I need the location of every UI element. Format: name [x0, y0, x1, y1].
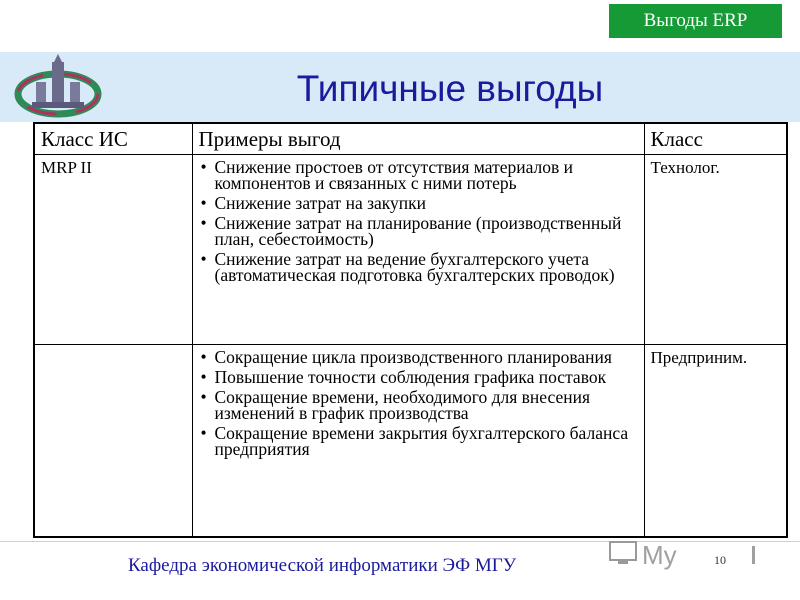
watermark-logo-icon	[606, 536, 766, 576]
watermark-text: My	[642, 540, 677, 570]
list-item: • Сокращение времени, необходимого для внесения изменений в график производства	[199, 389, 638, 421]
section-badge	[609, 4, 782, 38]
benefits-cell	[192, 345, 644, 538]
list-item: • Снижение затрат на закупки	[199, 195, 638, 211]
list-item: • Сокращение времени закрытия бухгалтерского баланса предприятия	[199, 425, 638, 457]
slide-title: Типичные выгоды	[296, 68, 604, 109]
list-item: • Снижение затрат на планирование (производственный план, себестоимость)	[199, 215, 638, 247]
table-row	[34, 345, 787, 538]
section-badge-label: Выгоды ERP	[643, 10, 748, 31]
benefit-class-cell: Предприним.	[644, 345, 787, 538]
table-row	[34, 155, 787, 345]
university-logo-icon	[12, 54, 104, 122]
list-item: • Снижение затрат на ведение бухгалтерского учета (автоматическая подготовка бухгалтерских проводок)	[199, 251, 638, 283]
system-class-cell	[34, 345, 192, 538]
list-item: • Сокращение цикла производственного планирования	[199, 349, 638, 365]
column-header-benefit-examples: Примеры выгод	[192, 123, 644, 155]
benefits-table	[33, 122, 788, 538]
footer-department: Кафедра экономической информатики ЭФ МГУ	[128, 555, 517, 576]
benefits-cell	[192, 155, 644, 345]
column-header-system-class: Класс ИС	[34, 123, 192, 155]
system-class-cell: MRP II	[34, 155, 192, 345]
list-item: • Повышение точности соблюдения графика поставок	[199, 369, 638, 385]
page-number: 10	[714, 553, 726, 567]
list-item: • Снижение простоев от отсутствия материалов и компонентов и связанных с ними потерь	[199, 159, 638, 191]
table-header-row	[34, 123, 787, 155]
column-header-class: Класс	[644, 123, 787, 155]
benefit-class-cell: Технолог.	[644, 155, 787, 345]
